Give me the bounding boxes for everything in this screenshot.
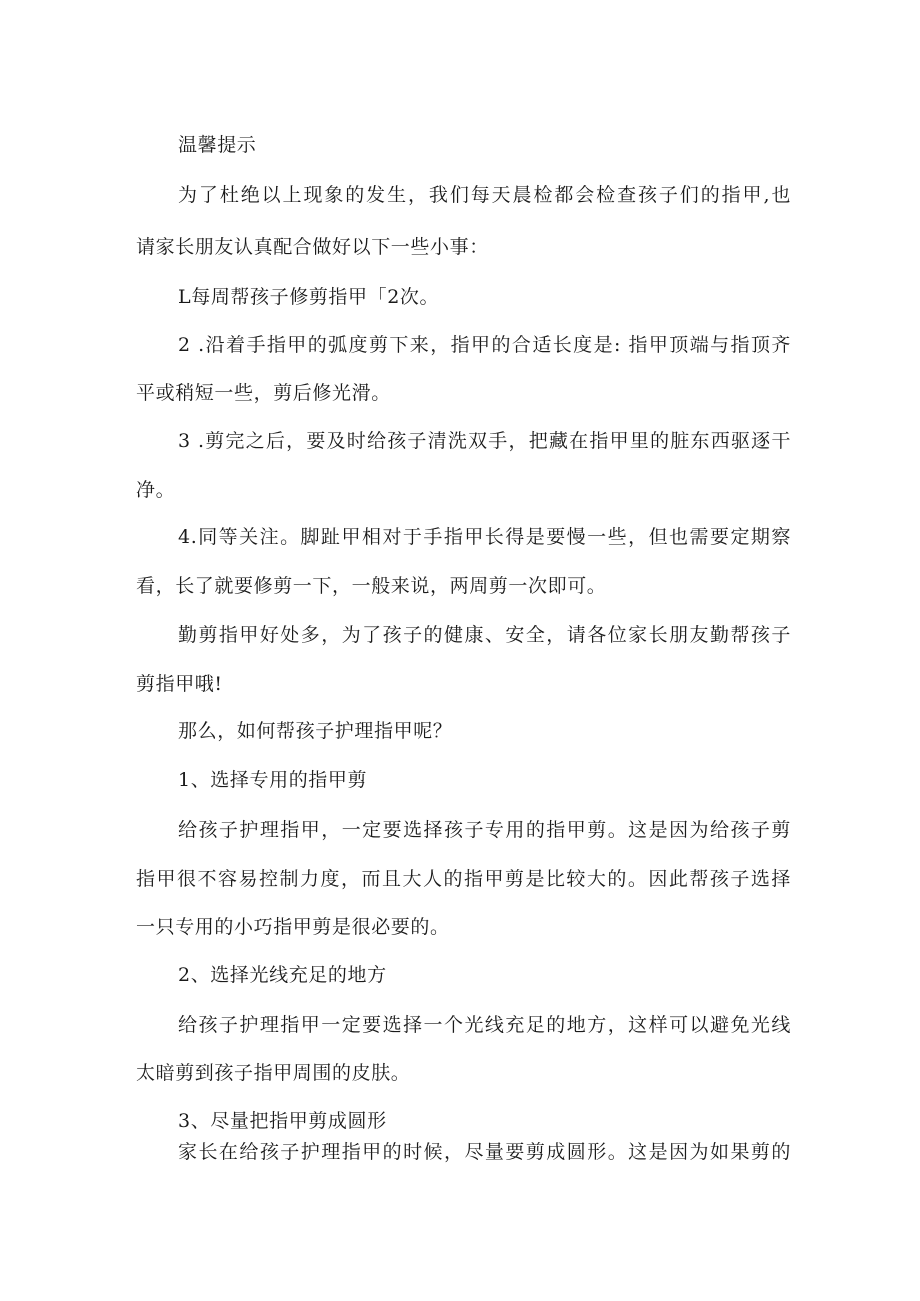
summary-line-1: 勤剪指甲好处多，为了孩子的健康、安全，请各位家长朋友勤帮孩子 <box>178 624 791 646</box>
summary-line-2: 剪指甲哦! <box>136 673 223 695</box>
intro-line-2: 请家长朋友认真配合做好以下一些小事： <box>136 236 489 258</box>
section-3-line-1: 家长在给孩子护理指甲的时候，尽量要剪成圆形。这是因为如果剪的 <box>178 1141 791 1163</box>
section-3-title: 3、尽量把指甲剪成圆形 <box>178 1110 387 1132</box>
question: 那么，如何帮孩子护理指甲呢？ <box>178 720 453 742</box>
tip-4-line-1: 4.同等关注。脚趾甲相对于手指甲长得是要慢一些，但也需要定期察 <box>178 526 791 548</box>
section-2-title: 2、选择光线充足的地方 <box>178 964 387 986</box>
tip-3-line-1: 3 .剪完之后，要及时给孩子清洗双手，把藏在指甲里的脏东西驱逐干 <box>178 430 791 452</box>
heading: 温馨提示 <box>178 134 257 156</box>
intro-line-1: 为了杜绝以上现象的发生，我们每天晨检都会检查孩子们的指甲,也 <box>178 184 791 206</box>
section-1-title: 1、选择专用的指甲剪 <box>178 769 368 791</box>
section-2-line-1: 给孩子护理指甲一定要选择一个光线充足的地方，这样可以避免光线 <box>178 1014 791 1036</box>
tip-4-line-2: 看，长了就要修剪一下，一般来说，两周剪一次即可。 <box>136 575 607 597</box>
tip-2-line-2: 平或稍短一些，剪后修光滑。 <box>136 382 391 404</box>
section-2-line-2: 太暗剪到孩子指甲周围的皮肤。 <box>136 1062 411 1084</box>
section-1-line-3: 一只专用的小巧指甲剪是很必要的。 <box>136 916 450 938</box>
section-1-line-2: 指甲很不容易控制力度，而且大人的指甲剪是比较大的。因此帮孩子选择 <box>136 868 791 890</box>
tip-2-line-1: 2 .沿着手指甲的弧度剪下来，指甲的合适长度是: 指甲顶端与指顶齐 <box>178 334 791 356</box>
section-1-line-1: 给孩子护理指甲，一定要选择孩子专用的指甲剪。这是因为给孩子剪 <box>178 819 791 841</box>
tip-3-line-2: 净。 <box>136 479 176 501</box>
tip-1: L每周帮孩子修剪指甲「2次。 <box>178 286 440 308</box>
